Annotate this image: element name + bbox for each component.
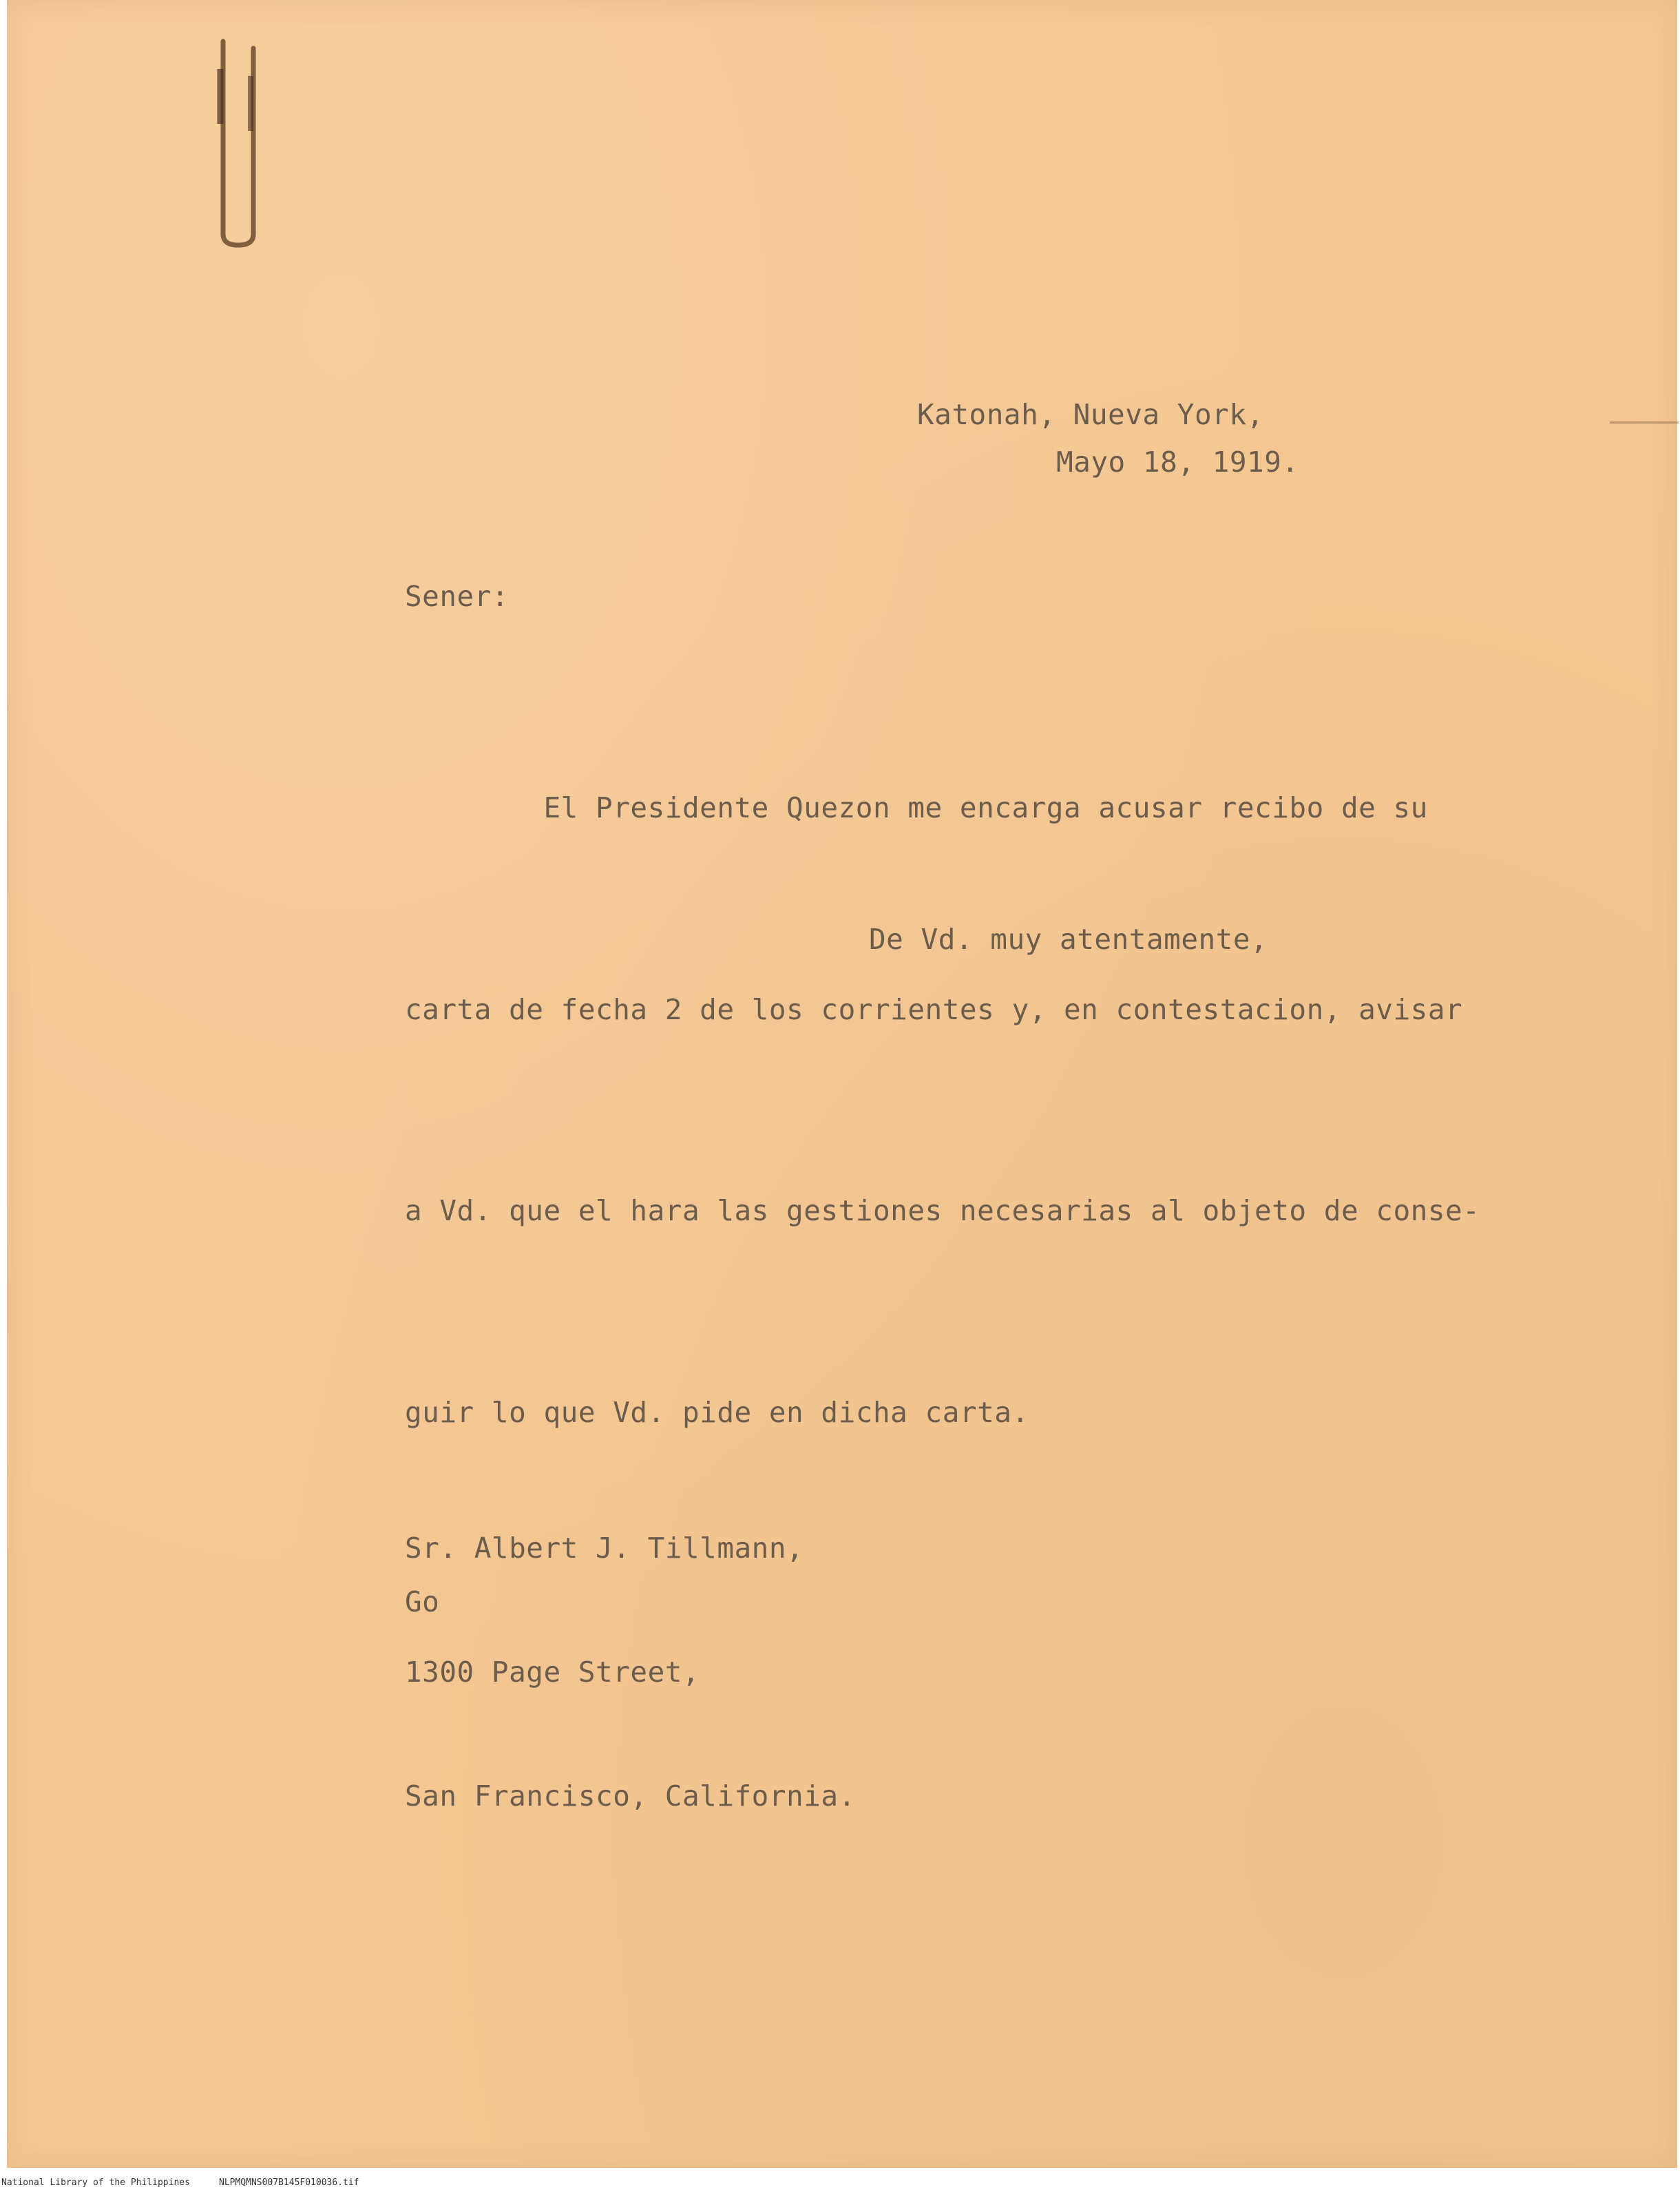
body-line: guir lo que Vd. pide en dicha carta. [405, 1395, 1029, 1429]
address-line: San Francisco, California. [405, 1779, 856, 1813]
address-line: Sr. Albert J. Tillmann, [405, 1532, 804, 1565]
salutation: Sener: [405, 580, 510, 613]
letter-body [405, 640, 1480, 1580]
letter-place: Katonah, Nueva York, [917, 398, 1264, 431]
letter-paper [7, 0, 1677, 2168]
footer-institution: National Library of the Philippines [1, 2178, 190, 2188]
address-line: 1300 Page Street, [405, 1656, 700, 1689]
paper-clip-mark [211, 28, 264, 248]
body-line: El Presidente Quezon me encarga acusar recibo de su [405, 791, 1428, 824]
closing: De Vd. muy atentamente, [869, 923, 1268, 956]
body-line: carta de fecha 2 de los corrientes y, en contestacion, avisar [405, 992, 1463, 1026]
footer-filename: NLPMQMNS007B145F010036.tif [219, 2178, 359, 2188]
letter-date: Mayo 18, 1919. [1056, 446, 1299, 479]
recipient-address [405, 1445, 856, 1899]
edge-mark [1610, 421, 1679, 424]
typist-initials: Go [405, 1585, 440, 1618]
body-line: a Vd. que el hara las gestiones necesarias al objeto de conse- [405, 1194, 1480, 1227]
